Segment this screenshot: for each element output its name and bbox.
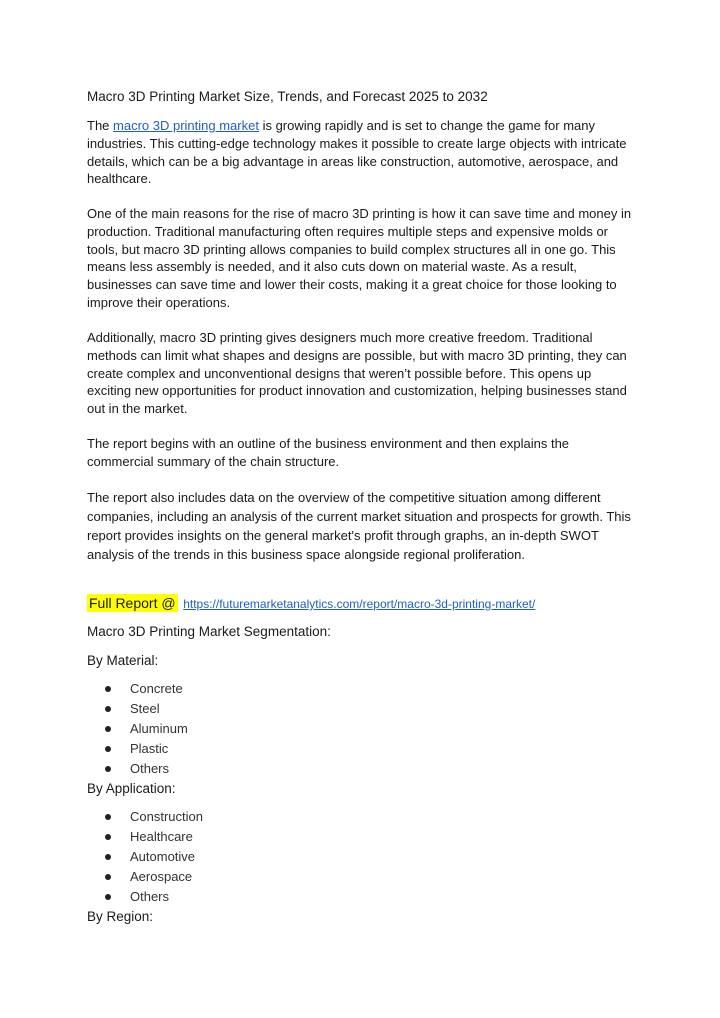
bullet-icon — [105, 814, 111, 820]
full-report-link[interactable]: https://futuremarketanalytics.com/report/macro-3d-printing-market/ — [183, 597, 536, 611]
bullet-icon — [105, 746, 111, 752]
list-item-label: Aluminum — [130, 721, 188, 736]
list-item — [87, 847, 203, 867]
list-item — [87, 827, 203, 847]
list-item — [87, 719, 188, 739]
list-item — [87, 807, 203, 827]
bullet-icon — [105, 854, 111, 860]
list-item-label: Others — [130, 761, 170, 776]
intro-paragraph — [87, 117, 635, 188]
list-item-label: Plastic — [130, 741, 169, 756]
full-report-line — [87, 593, 535, 614]
paragraph-creative-freedom: Additionally, macro 3D printing gives designers much more creative freedom. Traditional methods can limit what shapes and designs are possible, but with macro 3D printing, they can create complex and unconventional designs that weren’t possible before. This opens up exciting new opportunities for product innovation and customization, helping businesses stand out in the market. — [87, 330, 627, 417]
bullet-icon — [105, 894, 111, 900]
list-item-label: Concrete — [130, 681, 183, 696]
list-item — [87, 679, 188, 699]
bullet-icon — [105, 726, 111, 732]
list-item-label: Construction — [130, 809, 203, 824]
list-item — [87, 759, 188, 779]
list-item-label: Automotive — [130, 849, 196, 864]
bullet-icon — [105, 874, 111, 880]
market-link[interactable]: macro 3D printing market — [113, 118, 259, 133]
by-material-heading: By Material: — [87, 653, 159, 668]
bullet-icon — [105, 706, 111, 712]
list-item-label: Steel — [130, 701, 160, 716]
segmentation-heading: Macro 3D Printing Market Segmentation: — [87, 624, 331, 639]
list-item — [87, 699, 188, 719]
bullet-icon — [105, 686, 111, 692]
list-item-label: Healthcare — [130, 829, 193, 844]
paragraph-report-details: The report also includes data on the overview of the competitive situation among different companies, including an analysis of the current market situation and prospects for growth. This report provides insights on the general market's profit through graphs, an in-depth SWOT analysis of the trends in this business space alongside regional proliferation. — [87, 490, 631, 562]
list-item-label: Others — [130, 889, 170, 904]
intro-prefix: The — [87, 118, 114, 133]
paragraph-report-outline: The report begins with an outline of the business environment and then explains the commercial summary of the chain structure. — [87, 436, 570, 469]
full-report-label: Full Report @ — [89, 595, 176, 611]
by-application-heading: By Application: — [87, 781, 176, 796]
list-item-label: Aerospace — [130, 869, 193, 884]
list-item — [87, 867, 203, 887]
document-title: Macro 3D Printing Market Size, Trends, and Forecast 2025 to 2032 — [87, 89, 488, 104]
material-list — [87, 679, 188, 779]
paragraph-cost-savings: One of the main reasons for the rise of macro 3D printing is how it can save time and money in production. Traditional manufacturing often requires multiple steps and expensive molds or tools, but macro 3D printing allows companies to build complex structures all in one go. This means less assembly is needed, and it also cuts down on material waste. As a result, businesses can save time and lower their costs, making it a great choice for those looking to improve their operations. — [87, 206, 632, 310]
bullet-icon — [105, 834, 111, 840]
list-item — [87, 739, 188, 759]
application-list — [87, 807, 203, 907]
list-item — [87, 887, 203, 907]
intro-suffix: is growing rapidly and is set to change the game for many industries. This cutting-edge technology makes it possible to create large objects with intricate details, which can be a big advantage in areas like construction, automotive, aerospace, and healthcare. — [87, 118, 627, 187]
bullet-icon — [105, 766, 111, 772]
by-region-heading: By Region: — [87, 909, 154, 924]
